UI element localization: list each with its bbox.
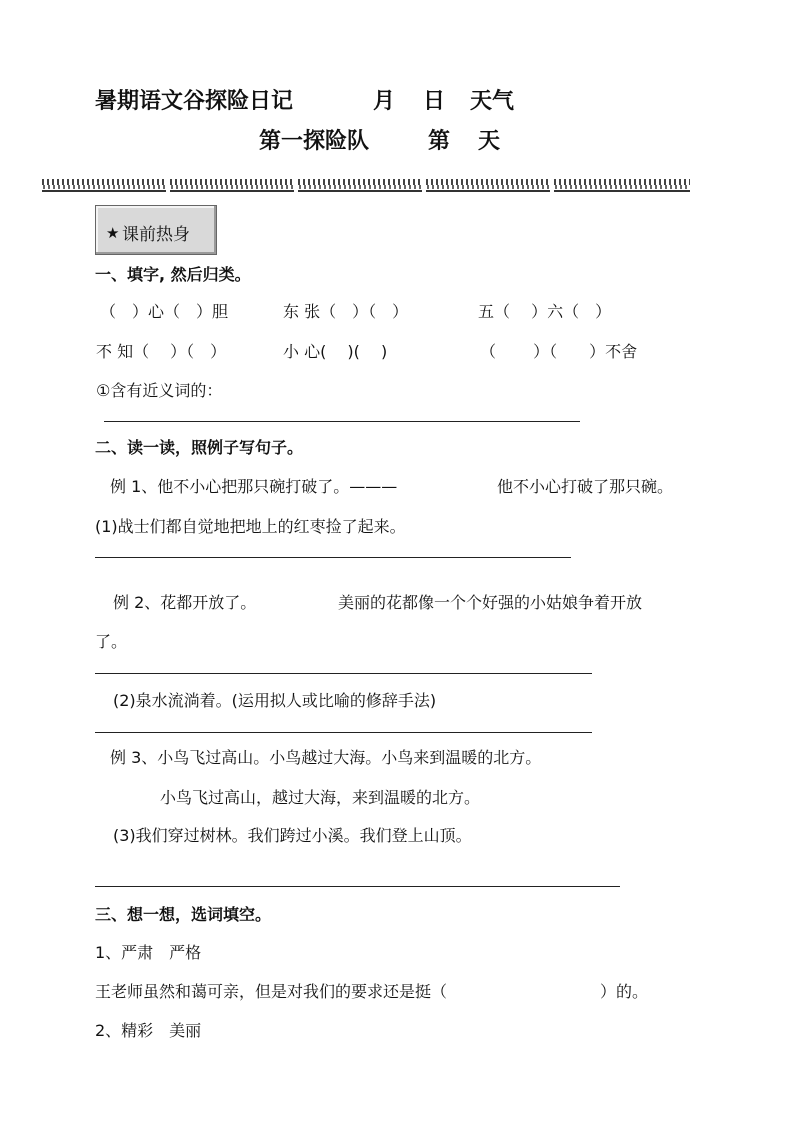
section1-heading: 一、填字, 然后归类。 [95, 265, 251, 284]
fill-item: 五（ ）六（ ） [478, 302, 612, 321]
fill-item: 不 知（ ）（ ） [96, 342, 227, 361]
example2-original: 例 2、花都开放了。 [113, 593, 257, 612]
synonym-prompt: ①含有近义词的： [96, 381, 223, 400]
day-label: 日 [423, 88, 446, 114]
example3-original: 例 3、小鸟飞过高山。小鸟越过大海。小鸟来到温暖的北方。 [110, 748, 542, 767]
team-label: 第一探险队 [259, 128, 370, 154]
section2-heading: 二、读一读，照例子写句子。 [95, 438, 304, 457]
fill-item: （ ）心（ ）胆 [100, 302, 229, 321]
example2-rewrite: 美丽的花都像一个个好强的小姑娘争着开放 [338, 593, 643, 612]
border-segment [554, 179, 690, 193]
border-segment [170, 179, 294, 193]
decorative-border [42, 179, 694, 195]
word-group-1: 1、严肃 严格 [95, 943, 202, 962]
warmup-badge [95, 205, 217, 255]
question3: (3)我们穿过树林。我们跨过小溪。我们登上山顶。 [113, 826, 472, 845]
example1-original: 例 1、他不小心把那只碗打破了。——— [110, 477, 398, 496]
diary-title: 暑期语文谷探险日记 [95, 88, 294, 114]
question2: (2)泉水流淌着。(运用拟人或比喻的修辞手法) [113, 691, 437, 710]
answer-line [104, 421, 580, 422]
weather-label: 天气 [470, 88, 515, 114]
example1-rewrite: 他不小心打破了那只碗。 [497, 477, 674, 496]
word-group-2: 2、精彩 美丽 [95, 1021, 202, 1040]
answer-line [95, 673, 592, 674]
section3-heading: 三、想一想，选词填空。 [95, 905, 272, 924]
warmup-label: 课前热身 [122, 225, 190, 245]
sentence1-start: 王老师虽然和蔼可亲，但是对我们的要求还是挺（ [95, 982, 448, 1001]
fill-item: 小 心( )( ) [283, 342, 388, 361]
border-segment [426, 179, 550, 193]
answer-line [95, 557, 571, 558]
star-icon: ★ [106, 224, 120, 242]
fill-item: 东 张（ ）（ ） [283, 302, 409, 321]
example3-rewrite: 小鸟飞过高山，越过大海，来到温暖的北方。 [160, 788, 481, 807]
answer-line [95, 732, 592, 733]
day-suffix: 天 [478, 128, 501, 154]
border-segment [42, 179, 166, 193]
month-label: 月 [373, 88, 396, 114]
question1: (1)战士们都自觉地把地上的红枣捡了起来。 [95, 517, 406, 536]
day-prefix: 第 [428, 128, 451, 154]
sentence1-end: ）的。 [600, 982, 649, 1001]
fill-item: （ ）（ ）不舍 [480, 342, 638, 361]
answer-line [95, 886, 620, 887]
border-segment [298, 179, 422, 193]
example2-continued: 了。 [95, 632, 128, 651]
